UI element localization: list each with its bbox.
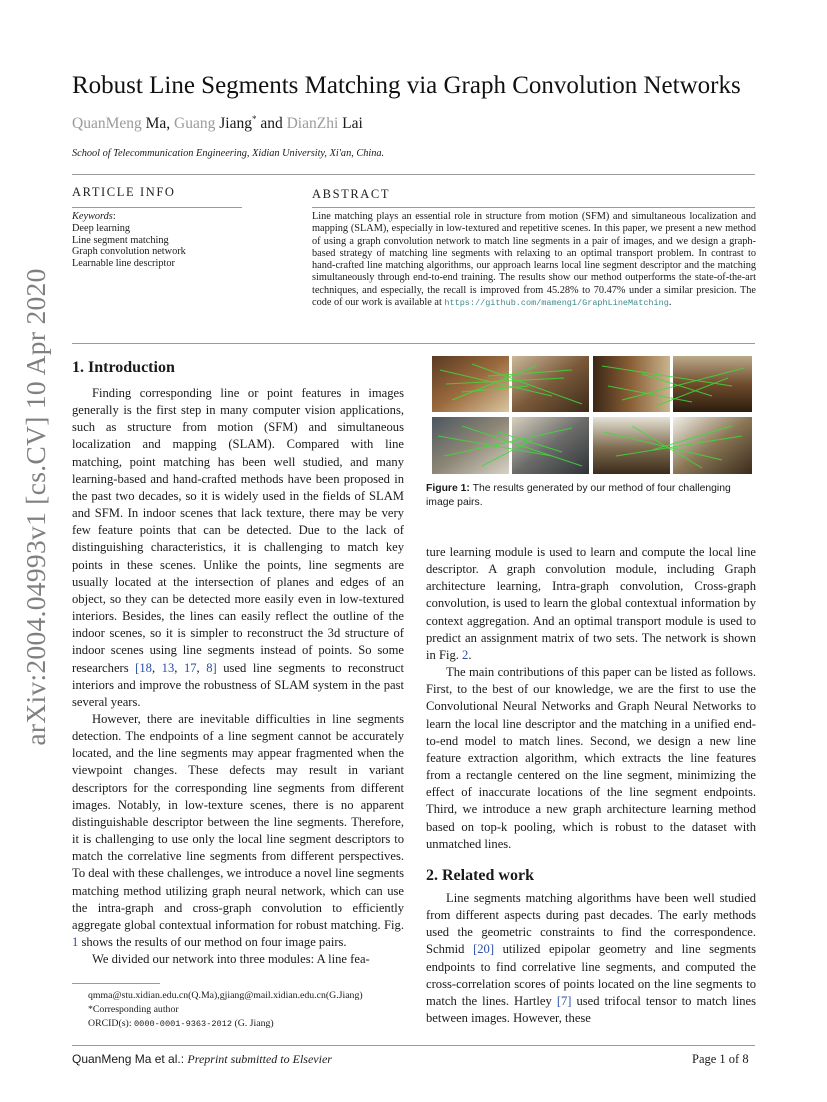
intro-p2-end: shows the results of our method on four image pairs.: [78, 935, 347, 949]
intro-body: [72, 385, 404, 968]
corresponding-mark: *: [251, 114, 257, 124]
keyword-item: Line segment matching: [72, 234, 169, 246]
figure-ref[interactable]: 2: [462, 647, 469, 662]
intro-continued: [426, 544, 756, 664]
section-heading-introduction: 1. Introduction: [72, 359, 175, 376]
author-3-last: Lai: [342, 115, 363, 133]
right-column-body: [426, 544, 756, 853]
citation[interactable]: 17: [183, 660, 197, 675]
keyword-item: Learnable line descriptor: [72, 258, 175, 270]
related-paragraph-1: [426, 890, 756, 1027]
footnote-divider: [72, 983, 160, 984]
author-2: [174, 115, 287, 132]
author-3-first: DianZhi: [286, 115, 339, 133]
footer-venue: Preprint submitted to Elsevier: [187, 1052, 332, 1066]
intro-paragraph-1: Finding corresponding line or point features in images generally is the first step in many computer vision applications, such as structure from motion (SFM) and simultaneous localization and mapping (SLAM). Compared with line matching, point matching has been well studied, and many learning-based and hand-crafted methods have been proposed in the past two decades, so it is widely used in the fields of SLAM and SFM. In indoor scenes that lack texture, there may be very few feature points that can be detected. Due to the lack of distinguishing characteristics, it is challenging to match key points in these scenes. Unlike the points, line segments are usually located at the intersection of planes and edges of an object, so they can be detected more easily even in low-textured interiors. Besides, the lines can easily reflect the outline of the indoor scenes, so it is simpler to reconstruct the 3d structure of indoor scenes using line segments instead of points. So some researchers [18, 13, 17, 8] used line segments to reconstruct interiors and improve the robustness of SLAM system in the past several years.: [72, 386, 404, 709]
footer-divider: [72, 1045, 755, 1046]
page-number: Page 1 of 8: [692, 1052, 749, 1066]
contributions-paragraph: The main contributions of this paper can be listed as follows. First, to the best of our knowledge, we are the first to use the Convolutional Neural Networks and Graph Neural Networks to learn the local line descriptor and the matching in a unified end-to-end model to match lines. Second, we design a new line feature extraction algorithm, which extracts the line features from a rectangle centered on the line segment, minimizing the effect of inaccurate locations of the line segment endpoints. Third, we introduce a new graph architecture learning method based on top-k pooling, which is robust to the dataset with unmatched lines.: [426, 665, 756, 851]
intro-p1-end: used line segments to reconstruct interiors and improve the robustness of SLAM system in the past several years.: [72, 660, 404, 709]
author-sep: ,: [166, 115, 175, 133]
arxiv-side-identifier: arXiv:2004.04993v1 [cs.CV] 10 Apr 2020: [20, 268, 51, 746]
keywords-label: Keywords:: [72, 211, 116, 222]
orcid-id: 0000-0001-9363-2012: [134, 1019, 232, 1029]
figure-1: [432, 356, 752, 474]
intro-paragraph-3: We divided our network into three modules: A line fea-: [92, 952, 370, 967]
figure-ref[interactable]: 1: [72, 935, 79, 949]
section-heading-related-work: 2. Related work: [426, 867, 534, 884]
article-info-heading: ARTICLE INFO: [72, 185, 176, 199]
intro-continued-text: ture learning module is used to learn and compute the local line descriptor. A graph convolution module, including Graph architecture learning, Intra-graph convolution, Cross-graph convolution, is used to learn the global contextual information by context aggregation. And an optimal transport module is used to predict an assignment matrix of two sets. The network is shown in Fig.: [426, 545, 756, 662]
figure-1-image-grid: [432, 356, 752, 474]
orcid-name: (G. Jiang): [232, 1018, 274, 1029]
author-3: [287, 115, 363, 132]
figure-1-caption: [426, 482, 756, 510]
footer-author: QuanMeng Ma et al.:: [72, 1052, 188, 1066]
related-p1b-text: utilized epipolar geometry and line segments endpoints to find correlative line segments, and computed the cross-correlation scores of points located on the line segments to match the lines. Hartley: [426, 942, 756, 1008]
abstract-end: .: [668, 297, 672, 309]
divider: [72, 343, 755, 344]
related-p1-text: Line segments matching algorithms have been well studied from different aspects during past decades. The early methods used the geometric constraints to find the correspondence. Schmid: [426, 891, 756, 957]
author-1-first: QuanMeng: [72, 115, 142, 133]
affiliation: School of Telecommunication Engineering, Xidian University, Xi'an, China.: [72, 148, 385, 159]
abstract-heading: ABSTRACT: [312, 187, 391, 201]
related-p1c-text: used trifocal tensor to match lines between images. However, these: [426, 993, 756, 1026]
divider: [72, 174, 755, 175]
footer-left: [72, 1052, 332, 1067]
figure-1-label: Figure 1:: [426, 483, 470, 494]
citation[interactable]: [20]: [473, 942, 495, 957]
paper-title: Robust Line Segments Matching via Graph Convolution Networks: [72, 72, 741, 99]
citation[interactable]: 8]: [206, 660, 217, 675]
divider: [72, 207, 242, 208]
footnote-corresponding: *Corresponding author: [88, 1004, 179, 1015]
keywords-block: [72, 211, 186, 270]
author-sep: and: [256, 115, 287, 133]
citation[interactable]: [18: [135, 660, 152, 675]
author-2-first: Guang: [174, 115, 216, 133]
keywords-label-text: Keywords: [72, 211, 113, 222]
intro-paragraph-2: [72, 711, 404, 951]
author-list: [72, 114, 363, 133]
intro-p2-text: However, there are inevitable difficulties in line segments detection. The endpoints of a line segment cannot be accurately located, and the line segments may appear fragmented when the viewpoint changes. These defects may result in variant descriptors for the corresponding line segments from different images. Notably, in low-texture scenes, there is no apparent distinguishable descriptor between the line segments. Therefore, it is challenging to use only the local line segment descriptors to match the correlative line segments from different perspectives. To deal with these challenges, we introduce a novel line segments matching method utilizing graph neural network, which can use the intra-graph and cross-graph convolution to efficiently aggregate global contextual information for robust matching. Fig.: [72, 711, 404, 932]
abstract-body: [312, 211, 756, 309]
abstract-text: Line matching plays an essential role in structure from motion (SFM) and simultaneous localization and mapping (SLAM), especially in low-textured and repetitive scenes. In this paper, we present a new method of using a graph convolution network to match line segments in a pair of images, and we design a graph-based strategy of matching line segments with relaxing to an optimal transport problem. In contrast to hand-crafted line matching algorithms, our approach learns local line segment descriptor and the matching simultaneously through end-to-end training. The results show our method outperforms the state-of-the-art techniques, and especially, the recall is improved from 45.28% to 70.47% under a similar presicion. The code of our work is available at: [312, 211, 756, 309]
intro-continued-end: .: [468, 647, 472, 662]
author-2-last: Jiang: [219, 115, 252, 133]
keyword-item: Graph convolution network: [72, 246, 186, 258]
divider: [312, 207, 755, 208]
code-link[interactable]: https://github.com/mameng1/GraphLineMatching: [444, 298, 669, 309]
intro-p1-text: Finding corresponding line or point features in images generally is the first step in many computer vision applications, such as structure from motion (SFM) and simultaneous localization and mapping (SLAM). Compared with line matching, point matching has been well studied, and many learning-based and hand-crafted methods have been proposed in the past two decades, so it is widely used in the fields of SLAM and SFM. In indoor scenes that lack texture, there may be very few feature points that can be detected. Due to the lack of distinguishing characteristics, it is challenging to match key points in these scenes. Unlike the points, line segments are usually located at the intersection of planes and edges of an object, so they can be detected more easily even in low-textured interiors. Besides, the lines can easily reflect the outline of the indoor scenes, so it is simpler to reconstruct the 3d structure of indoor scenes using line segments instead of points. So some researchers: [72, 386, 404, 675]
footnote-orcid: [88, 1017, 363, 1031]
footnote-emails: qmma@stu.xidian.edu.cn(Q.Ma),gjiang@mail.xidian.edu.cn(G.Jiang): [88, 990, 363, 1001]
citation[interactable]: 13: [161, 660, 175, 675]
citation[interactable]: [7]: [556, 993, 572, 1008]
author-1: [72, 115, 174, 132]
keyword-item: Deep learning: [72, 222, 131, 234]
footnote: [88, 989, 363, 1031]
orcid-label: ORCID(s):: [88, 1018, 134, 1029]
author-1-last: Ma: [145, 115, 167, 133]
related-body: [426, 890, 756, 1027]
figure-1-caption-text: The results generated by our method of four challenging image pairs.: [426, 483, 731, 508]
